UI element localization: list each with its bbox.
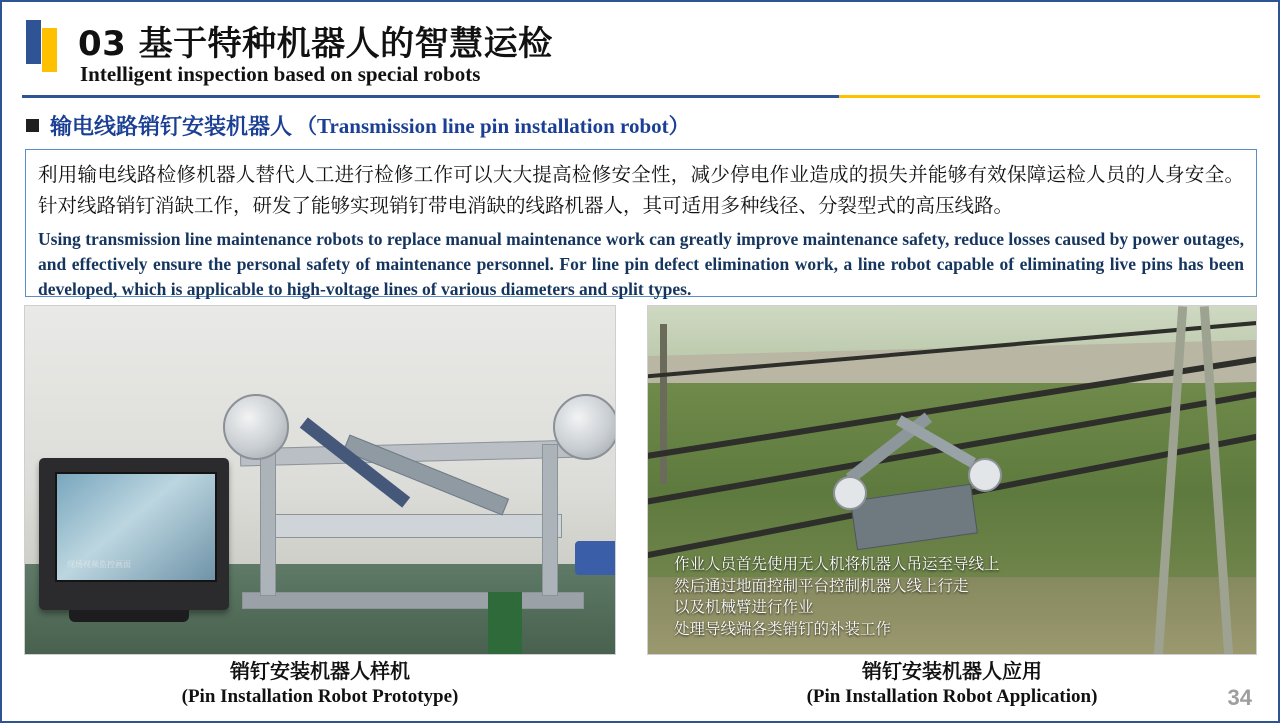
overlay-line-4: 处理导线端各类销钉的补装工作 (674, 619, 892, 638)
section-heading-cn: 输电线路销钉安装机器人 (50, 114, 293, 140)
caption-right-en: (Pin Installation Robot Application) (806, 686, 1098, 707)
bullet-square-icon (26, 119, 39, 132)
caption-left (20, 658, 620, 709)
caption-right-cn: 销钉安装机器人应用 (862, 659, 1042, 683)
robot-wheel-right (553, 394, 616, 460)
robot-beam-base (242, 592, 584, 609)
utility-pole (660, 324, 667, 484)
overlay-line-1: 作业人员首先使用无人机将机器人吊运至导线上 (674, 555, 1000, 573)
field-robot-body (850, 484, 978, 550)
control-case (39, 458, 229, 610)
robot-post-right (542, 444, 558, 596)
logo-icon (26, 20, 62, 72)
section-heading-en: （Transmission line pin installation robot） (296, 114, 690, 138)
video-overlay-caption (674, 554, 1000, 640)
screen-watermark: 现场视频监控画面 (67, 560, 131, 569)
slide-number: 34 (1227, 685, 1252, 710)
robot-on-line (833, 436, 1023, 566)
page-title-en: Intelligent inspection based on special robots (80, 62, 481, 86)
overlay-line-2: 然后通过地面控制平台控制机器人线上行走 (674, 576, 969, 595)
description-box (25, 149, 1257, 297)
field-robot-wheel-front (833, 476, 867, 510)
logo-bar-yellow (42, 28, 57, 72)
section-heading (26, 110, 690, 140)
overlay-line-3: 以及机械臂进行作业 (674, 598, 814, 616)
tower-leg-left (1154, 306, 1187, 655)
transmission-tower (1146, 306, 1238, 655)
header-divider (22, 95, 1260, 98)
caption-left-cn: 销钉安装机器人样机 (230, 659, 410, 683)
page-title-cn: 03 基于特种机器人的智慧运检 (78, 24, 553, 64)
slide-header (2, 2, 1278, 94)
robot-motor (575, 541, 616, 575)
control-case-screen (55, 472, 217, 582)
tower-leg-right (1200, 306, 1233, 655)
figure-application-photo (647, 305, 1257, 655)
description-cn: 利用输电线路检修机器人替代人工进行检修工作可以大大提高检修安全性，减少停电作业造成的损失并能够有效保障运检人员的人身安全。针对线路销钉消缺工作，研发了能够实现销钉带电消缺的线路机器人，其可适用多种线径、分裂型式的高压线路。 (38, 163, 1244, 217)
robot-wheel-left (223, 394, 289, 460)
control-case-handle (69, 610, 189, 622)
description-en: Using transmission line maintenance robots to replace manual maintenance work can greatly improve maintenance safety, reduce losses caused by power outages, and effectively ensure the personal safety of maintenance personnel. For line pin defect elimination work, a line robot capable of eliminating live pins has been developed, which is applicable to high-voltage lines of various diameters and split types. (38, 229, 1244, 299)
caption-right (652, 658, 1252, 709)
robot-post-left (260, 444, 276, 596)
figure-prototype-photo (24, 305, 616, 655)
robot-circuit-board (488, 592, 522, 655)
caption-left-en: (Pin Installation Robot Prototype) (181, 686, 459, 707)
field-robot-wheel-rear (968, 458, 1002, 492)
logo-bar-blue (26, 20, 41, 64)
robot-beam-mid (260, 514, 562, 538)
